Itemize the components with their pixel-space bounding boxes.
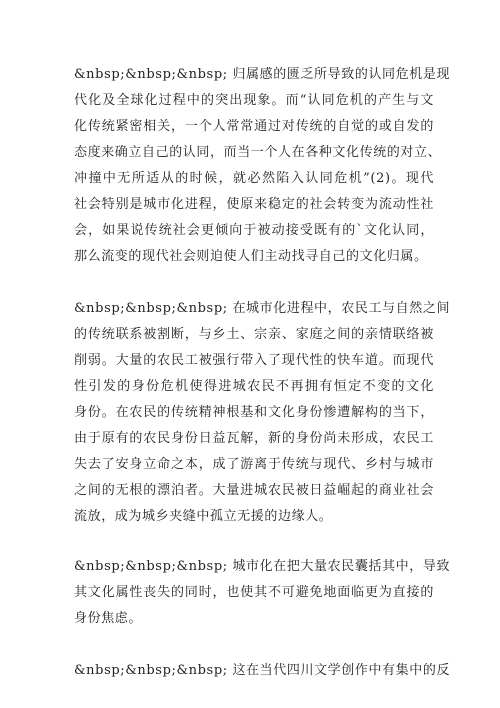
text-line: 会，如果说传统社会更倾向于被动接受既有的`文化认同， [74,223,434,238]
text-line: 流放，成为城乡夹缝中孤立无援的边缘人。 [74,509,333,524]
text-line: 社会特别是城市化进程，使原来稳定的社会转变为流动性社 [74,197,434,212]
text-line: 之间的无根的漂泊者。大量进城农民被日益崛起的商业社会 [74,483,434,498]
text-line: 冲撞中无所适从的时候，就必然陷入认同危机”(2)。现代 [74,171,434,186]
text-line: 态度来确立自己的认同，而当一个人在各种文化传统的对立、 [74,145,442,160]
text-line: 由于原有的农民身份日益瓦解，新的身份尚未形成，农民工 [74,431,434,446]
paragraph-4 [74,658,451,684]
text-line: 削弱。大量的农民工被强行带入了现代性的快车道。而现代 [74,353,434,368]
text-line: 那么流变的现代社会则迫使人们主动找寻自己的文化归属。 [74,249,428,264]
text-line: 身份。在农民的传统精神根基和文化身份惨遭解构的当下， [74,405,434,420]
text-line: 化传统紧密相关，一个人常常通过对传统的自觉的或自发的 [74,119,434,134]
text-line: 失去了安身立命之本，成了游离于传统与现代、乡村与城市 [74,457,434,472]
text-line: &nbsp;&nbsp;&nbsp; 在城市化进程中，农民工与自然之间 [74,301,451,316]
text-line: &nbsp;&nbsp;&nbsp; 归属感的匮乏所导致的认同危机是现 [74,67,451,82]
paragraph-3 [74,554,451,632]
text-line: &nbsp;&nbsp;&nbsp; 城市化在把大量农民囊括其中，导致 [74,559,451,574]
text-line: 代化及全球化过程中的突出现象。而“认同危机的产生与文 [74,93,434,108]
text-line: 其文化属性丧失的同时，也使其不可避免地面临更为直接的 [74,585,434,600]
text-line: 的传统联系被割断，与乡土、宗亲、家庭之间的亲情联络被 [74,327,434,342]
text-line: 性引发的身份危机使得进城农民不再拥有恒定不变的文化 [74,379,434,394]
paragraph-2 [74,296,451,530]
paragraph-1 [74,62,451,270]
text-line: 身份焦虑。 [74,611,143,626]
document-page [74,62,451,708]
text-line: &nbsp;&nbsp;&nbsp; 这在当代四川文学创作中有集中的反 [74,663,451,678]
